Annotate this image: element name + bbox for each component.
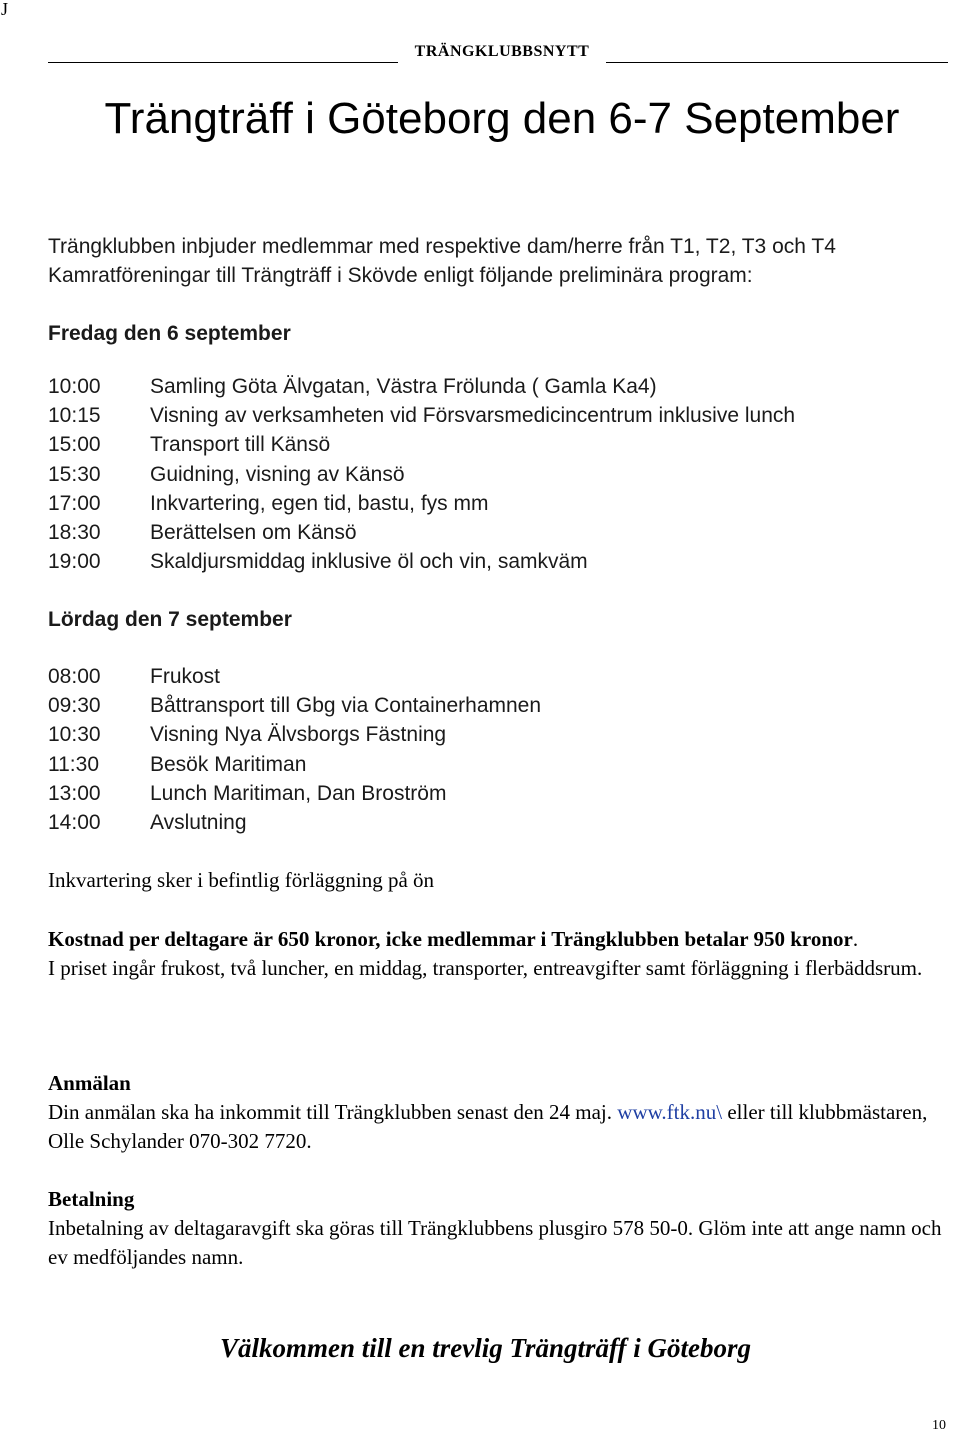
payment-section [48, 1185, 953, 1272]
page-number: 10 [932, 1418, 946, 1433]
schedule-row [48, 750, 928, 779]
schedule-activity: Besök Maritiman [150, 752, 307, 776]
page-title: Trängträff i Göteborg den 6-7 September [104, 94, 900, 143]
schedule-row [48, 691, 928, 720]
friday-heading: Fredag den 6 september [48, 322, 291, 345]
registration-section [48, 1069, 953, 1156]
schedule-time: 10:30 [48, 723, 101, 747]
schedule-time: 13:00 [48, 781, 101, 805]
schedule-row [48, 779, 928, 808]
corner-mark: J [1, 0, 9, 19]
schedule-activity: Lunch Maritiman, Dan Broström [150, 781, 447, 805]
header-rule-left [48, 62, 398, 63]
registration-heading: Anmälan [48, 1071, 131, 1095]
cost-detail: I priset ingår frukost, två luncher, en middag, transporter, entreavgifter samt förläggning i flerbäddsrum. [48, 956, 923, 980]
schedule-activity: Skaldjursmiddag inklusive öl och vin, samkväm [150, 550, 588, 574]
schedule-time: 19:00 [48, 550, 101, 574]
newsletter-header [48, 40, 948, 64]
schedule-activity: Avslutning [150, 810, 247, 834]
saturday-schedule [48, 662, 928, 837]
intro-line-1: Trängklubben inbjuder medlemmar med respektive dam/herre från T1, T2, T3 och T4 [48, 235, 836, 258]
schedule-time: 09:30 [48, 694, 101, 718]
schedule-row [48, 460, 928, 489]
website-link[interactable]: www.ftk.nu\ [617, 1100, 723, 1124]
schedule-time: 10:00 [48, 375, 101, 398]
saturday-heading: Lördag den 7 september [48, 608, 292, 631]
registration-text-before: Din anmälan ska ha inkommit till Trängklubben senast den 24 maj. [48, 1100, 618, 1124]
schedule-activity: Inkvartering, egen tid, bastu, fys mm [150, 491, 489, 515]
schedule-row [48, 720, 928, 749]
registration-text-after: eller till klubbmästaren, Olle Schylander 070-302 7720. [48, 1100, 928, 1153]
intro-line-2: Kamratföreningar till Trängträff i Skövde enligt följande preliminära program: [48, 264, 753, 287]
schedule-row [48, 518, 928, 547]
schedule-time: 11:30 [48, 752, 99, 776]
schedule-activity: Berättelsen om Känsö [150, 520, 357, 544]
newsletter-name: TRÄNGKLUBBSNYTT [414, 43, 590, 60]
lodging-note: Inkvartering sker i befintlig förläggning på ön [48, 868, 435, 892]
payment-text: Inbetalning av deltagaravgift ska göras till Trängklubbens plusgiro 578 50-0. Glöm inte att ange namn och ev medföljandes namn. [48, 1216, 942, 1269]
schedule-activity: Guidning, visning av Känsö [150, 462, 405, 486]
schedule-activity: Samling Göta Älvgatan, Västra Frölunda ( Gamla Ka4) [150, 375, 657, 398]
schedule-row [48, 401, 928, 430]
schedule-row [48, 489, 928, 518]
schedule-activity: Visning av verksamheten vid Försvarsmedicincentrum inklusive lunch [150, 404, 796, 428]
schedule-row [48, 372, 928, 401]
schedule-activity: Transport till Känsö [150, 433, 331, 457]
schedule-time: 15:30 [48, 462, 101, 486]
closing-line: Välkommen till en trevlig Trängträff i Göteborg [220, 1333, 752, 1363]
schedule-time: 15:00 [48, 433, 101, 457]
schedule-time: 08:00 [48, 665, 101, 688]
schedule-activity: Visning Nya Älvsborgs Fästning [150, 723, 447, 747]
schedule-activity: Båttransport till Gbg via Containerhamnen [150, 694, 542, 718]
friday-schedule [48, 372, 928, 576]
schedule-time: 10:15 [48, 404, 101, 428]
schedule-time: 18:30 [48, 520, 101, 544]
schedule-activity: Frukost [150, 665, 221, 688]
intro-text [48, 232, 928, 290]
cost-period: . [852, 927, 859, 951]
header-rule-right [606, 62, 948, 63]
registration-text [48, 1098, 953, 1156]
schedule-row [48, 547, 928, 576]
cost-section [48, 925, 953, 983]
schedule-row [48, 662, 928, 691]
payment-heading: Betalning [48, 1187, 135, 1211]
cost-heading: Kostnad per deltagare är 650 kronor, icke medlemmar i Trängklubben betalar 950 kronor [48, 927, 853, 951]
schedule-time: 17:00 [48, 491, 101, 515]
schedule-row [48, 430, 928, 459]
schedule-time: 14:00 [48, 810, 101, 834]
schedule-row [48, 808, 928, 837]
